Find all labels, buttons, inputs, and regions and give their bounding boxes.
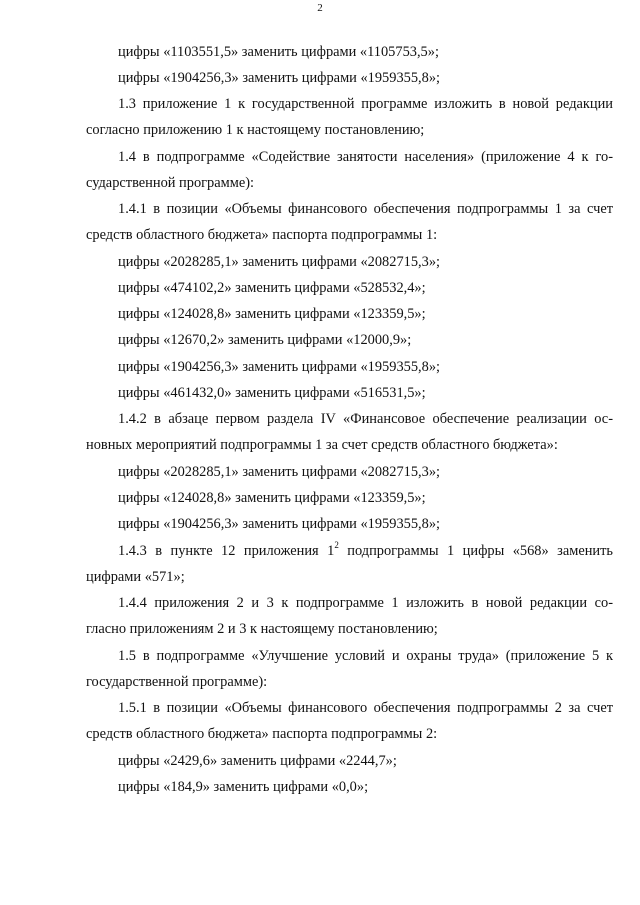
text-line: 1.3 приложение 1 к государственной программе изложить в новой редакции bbox=[118, 96, 613, 112]
page-number: 2 bbox=[317, 2, 323, 14]
text-line: государственной программе): bbox=[86, 674, 268, 690]
text-line: 1.5 в подпрограмме «Улучшение условий и охраны труда» (приложение 5 к bbox=[118, 648, 613, 664]
text-line-with-superscript bbox=[118, 541, 613, 561]
text-line: цифры «12670,2» заменить цифрами «12000,9»; bbox=[118, 332, 412, 348]
text-line: цифры «124028,8» заменить цифрами «123359,5»; bbox=[118, 490, 426, 506]
text-line: цифры «1103551,5» заменить цифрами «1105753,5»; bbox=[118, 44, 439, 60]
text-line: цифры «1904256,3» заменить цифрами «1959355,8»; bbox=[118, 70, 441, 86]
text-line: цифры «184,9» заменить цифрами «0,0»; bbox=[118, 779, 369, 795]
text-fragment: 1.4.3 в пункте 12 приложения 1 bbox=[118, 543, 335, 559]
text-line: согласно приложению 1 к настоящему постановлению; bbox=[86, 122, 425, 138]
text-line: 1.4.2 в абзаце первом раздела IV «Финансовое обеспечение реализации ос- bbox=[118, 411, 613, 427]
text-line: гласно приложениям 2 и 3 к настоящему постановлению; bbox=[86, 621, 438, 637]
text-line: цифры «2028285,1» заменить цифрами «2082715,3»; bbox=[118, 464, 441, 480]
text-line: цифры «1904256,3» заменить цифрами «1959355,8»; bbox=[118, 516, 441, 532]
text-line: цифры «1904256,3» заменить цифрами «1959355,8»; bbox=[118, 359, 441, 375]
text-line: цифры «124028,8» заменить цифрами «123359,5»; bbox=[118, 306, 426, 322]
text-line: средств областного бюджета» паспорта подпрограммы 2: bbox=[86, 726, 438, 742]
text-line: сударственной программе): bbox=[86, 175, 255, 191]
text-line: цифры «461432,0» заменить цифрами «516531,5»; bbox=[118, 385, 426, 401]
text-line: 1.4.4 приложения 2 и 3 к подпрограмме 1 изложить в новой редакции со- bbox=[118, 595, 613, 611]
text-line: цифры «474102,2» заменить цифрами «528532,4»; bbox=[118, 280, 426, 296]
text-line: 1.4 в подпрограмме «Содействие занятости населения» (приложение 4 к го- bbox=[118, 149, 613, 165]
text-line: цифрами «571»; bbox=[86, 569, 185, 585]
text-line: средств областного бюджета» паспорта подпрограммы 1: bbox=[86, 227, 438, 243]
text-line: цифры «2028285,1» заменить цифрами «2082715,3»; bbox=[118, 254, 441, 270]
text-line: 1.5.1 в позиции «Объемы финансового обеспечения подпрограммы 2 за счет bbox=[118, 700, 613, 716]
text-line: цифры «2429,6» заменить цифрами «2244,7»; bbox=[118, 753, 397, 769]
text-fragment: подпрограммы 1 цифры «568» заменить bbox=[338, 543, 613, 559]
text-line: 1.4.1 в позиции «Объемы финансового обеспечения подпрограммы 1 за счет bbox=[118, 201, 613, 217]
text-line: новных мероприятий подпрограммы 1 за счет средств областного бюджета»: bbox=[86, 437, 558, 453]
superscript: 2 bbox=[334, 540, 339, 551]
